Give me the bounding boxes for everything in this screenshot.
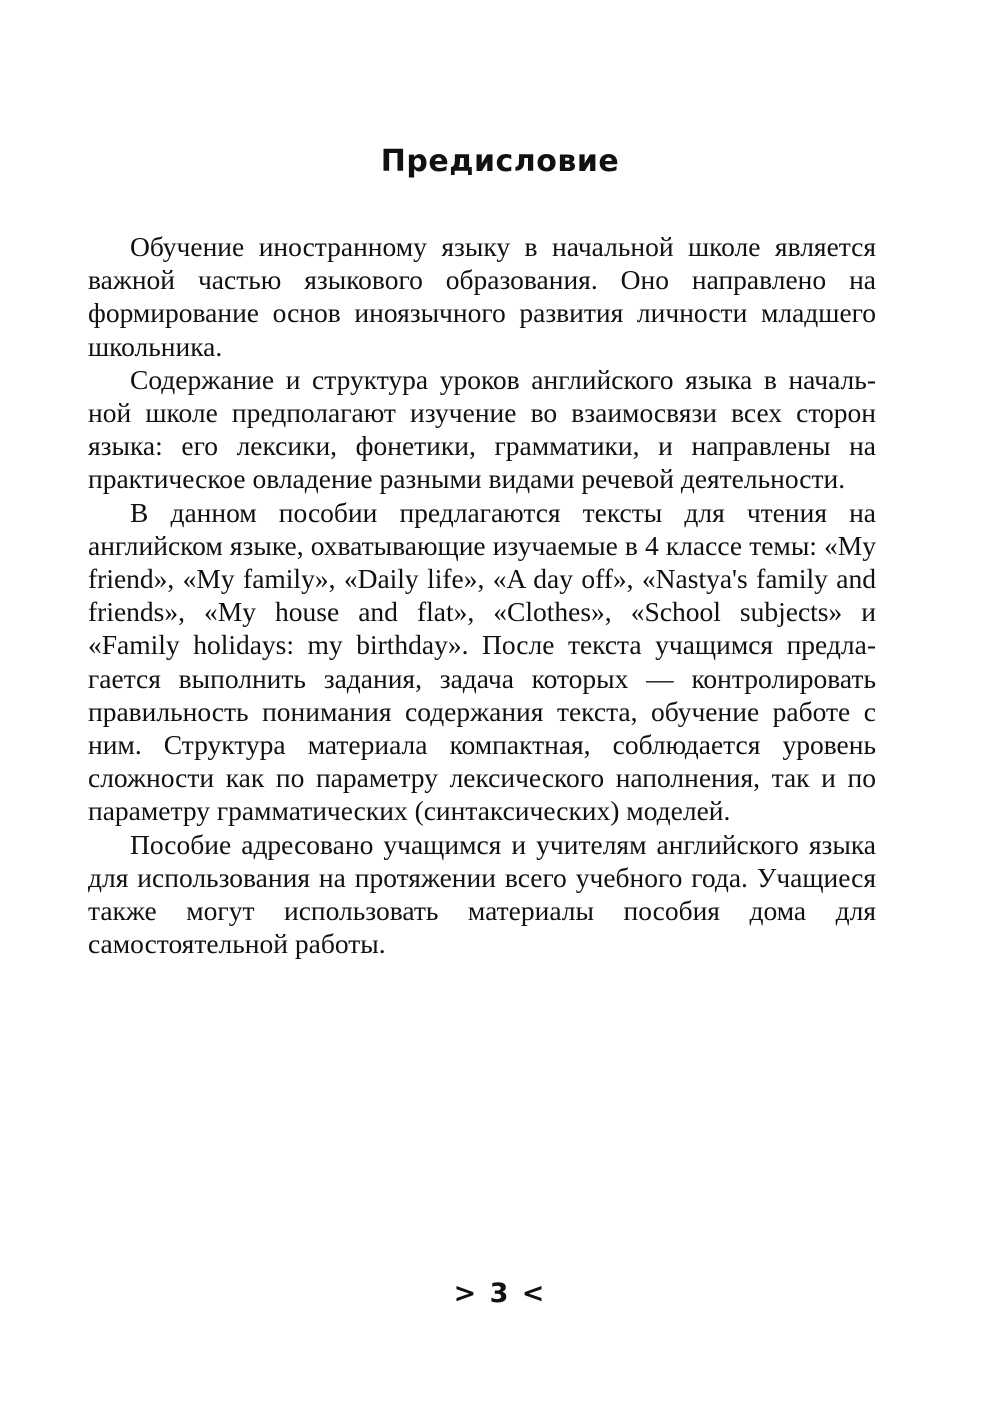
page-number-value: 3	[489, 1278, 511, 1309]
page-title: Предисловие	[380, 144, 620, 180]
paragraph-1: Обучение иностранному языку в начальной школе является важной частью языкового образования. Оно направлено на формирование основ иноязычного развития личности младшего школьника.	[88, 231, 876, 362]
paragraph-4: Пособие адресовано учащимся и учителям английского языка для использования на протяжении всего учебного года. Учащиеся также могут использовать материалы пособия дома для самостоятельной работы.	[88, 828, 876, 960]
paragraph-3: В данном пособии предлагаются тексты для чтения на английском языке, охватывающие изучаемые в 4 классе темы: «My friend», «My family», «Daily life», «A day off», «Nastya's family and friends», «My house and flat», «Clothes», «School subjects» и «Family holidays: my birthday». После текста учащимся предлагается выполнить задания, задача которых — контролировать правильность понимания содержания текста, обучение работе с ним. Структура материала компактная, соблюдается уровень сложности как по параметру лексического наполнения, так и по параметру грамматических (синтаксических) моделей.	[88, 496, 876, 827]
page-number-right-marker: <	[521, 1278, 547, 1309]
body-text	[88, 230, 876, 960]
page-number	[0, 1276, 1000, 1312]
paragraph-2: Содержание и структура уроков английского языка в начальной школе предполагают изучение во взаимосвязи всех сторон языка: его лексики, фонетики, грамматики, и направлены на практическое овладение разными видами речевой деятельности.	[88, 363, 876, 495]
page-number-left-marker: >	[453, 1278, 479, 1309]
